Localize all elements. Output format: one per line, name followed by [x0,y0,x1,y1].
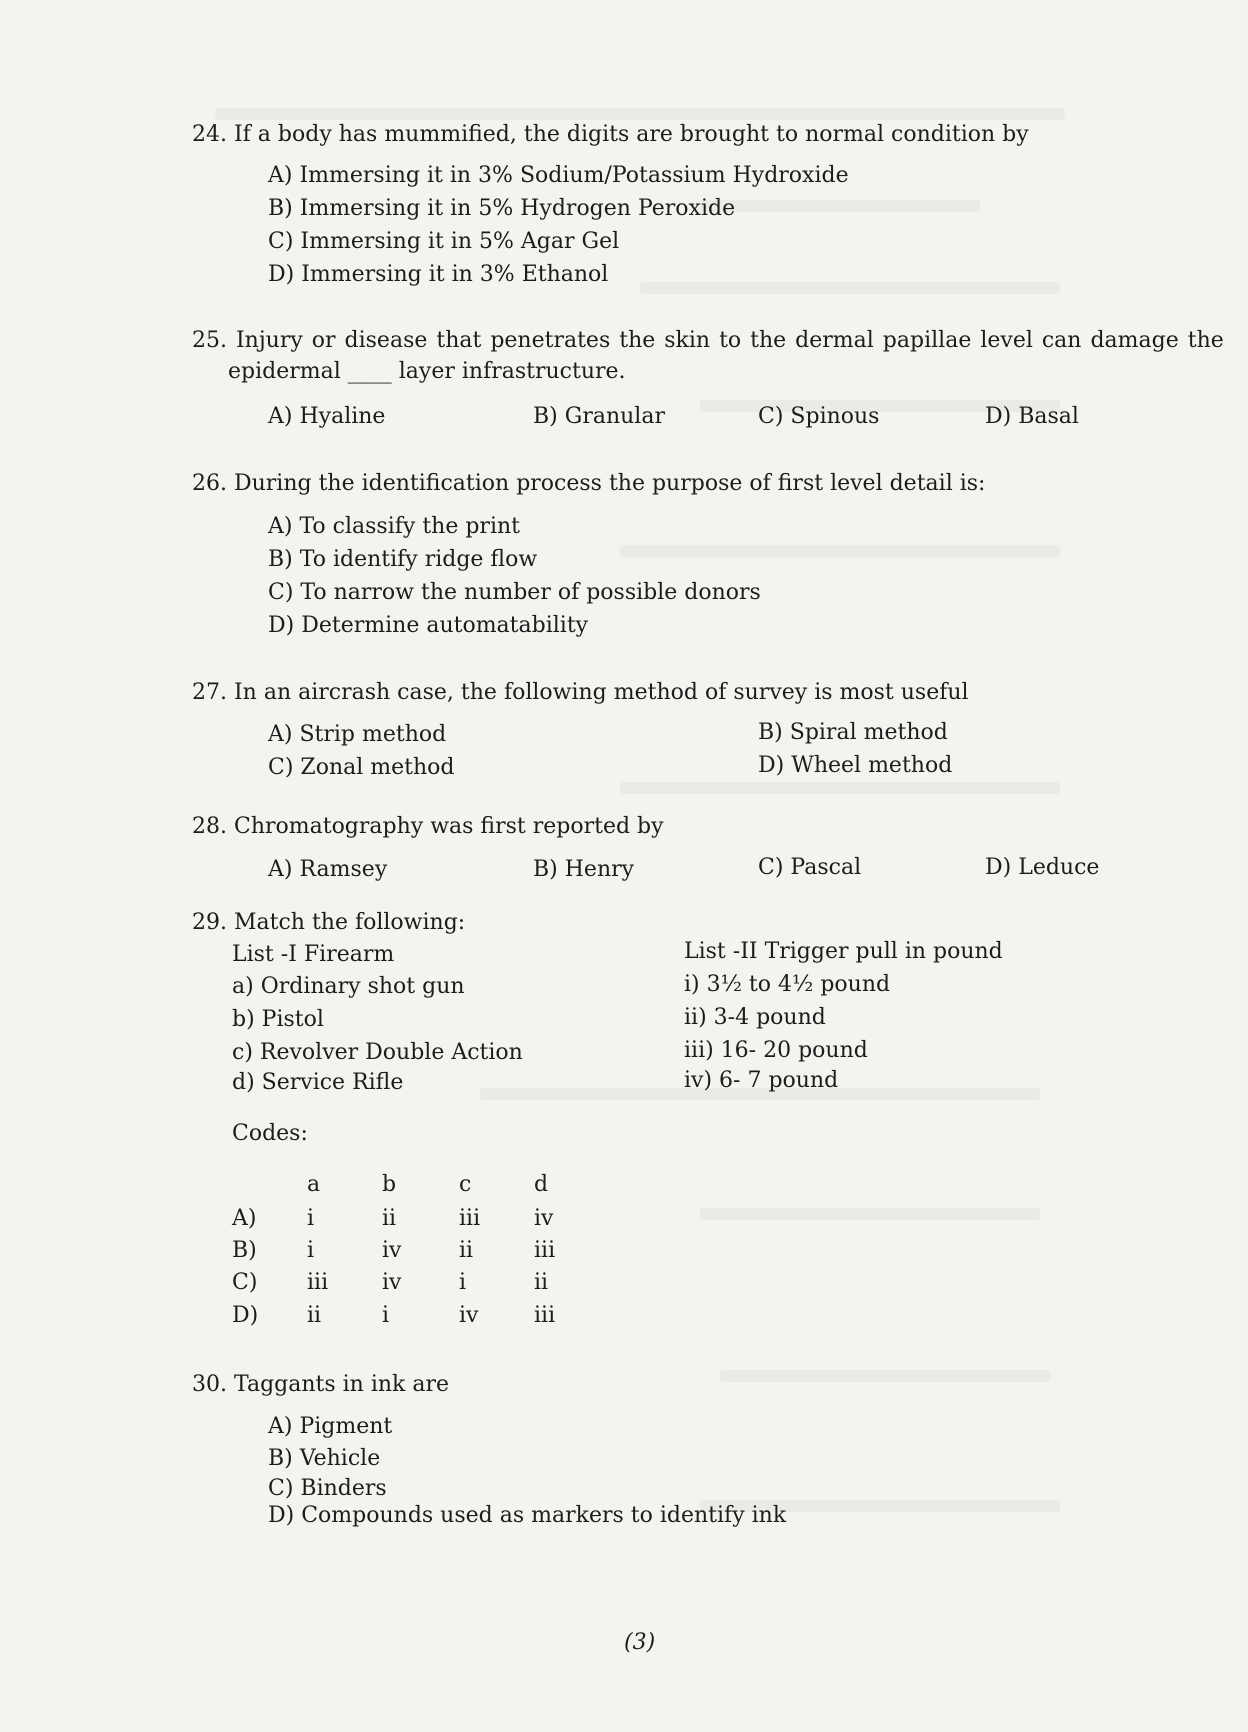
codes-cell: iv [382,1270,402,1295]
question-25-option-c: C) Spinous [758,404,880,429]
bleed-through-line [620,545,1060,557]
codes-cell: iii [459,1206,481,1231]
question-26-stem: 26. During the identification process the purpose of first level detail is: [192,471,986,496]
codes-cell: ii [382,1206,397,1231]
codes-cell: ii [307,1303,322,1328]
codes-label: Codes: [232,1121,308,1146]
list-2-item-iv: iv) 6- 7 pound [684,1068,839,1093]
question-25-stem-line1: 25. Injury or disease that penetrates the skin to the dermal papillae level can damage the [192,328,1224,353]
question-24-option-d: D) Immersing it in 3% Ethanol [268,262,609,287]
question-30-stem: 30. Taggants in ink are [192,1372,450,1397]
question-25-option-b: B) Granular [533,404,665,429]
question-26-option-d: D) Determine automatability [268,613,589,638]
codes-row-label: C) [232,1270,258,1295]
question-24-stem: 24. If a body has mummified, the digits are brought to normal condition by [192,122,1029,147]
codes-row-label: B) [232,1238,257,1263]
question-28-option-a: A) Ramsey [268,857,388,882]
codes-cell: i [307,1238,315,1263]
codes-header-d: d [534,1172,549,1197]
bleed-through-line [215,108,1065,120]
list-1-item-c: c) Revolver Double Action [232,1040,523,1065]
question-25-stem-line2: epidermal ____ layer infrastructure. [228,359,626,384]
codes-header-c: c [459,1172,472,1197]
question-30-option-a: A) Pigment [268,1414,393,1439]
question-26-option-b: B) To identify ridge flow [268,547,538,572]
question-30-option-b: B) Vehicle [268,1446,381,1471]
bleed-through-line [720,1370,1050,1382]
question-28-option-c: C) Pascal [758,855,862,880]
codes-cell: iv [459,1303,479,1328]
page-number: (3) [624,1630,656,1655]
bleed-through-line [640,282,1060,294]
list-2-item-ii: ii) 3-4 pound [684,1005,826,1030]
list-1-item-d: d) Service Rifle [232,1070,404,1095]
question-28-option-b: B) Henry [533,857,635,882]
list-1-title: List -I Firearm [232,942,395,967]
codes-header-b: b [382,1172,397,1197]
codes-cell: iv [382,1238,402,1263]
list-1-item-b: b) Pistol [232,1007,324,1032]
codes-cell: iii [307,1270,329,1295]
bleed-through-line [700,1208,1040,1220]
codes-cell: iii [534,1303,556,1328]
question-27-option-a: A) Strip method [268,722,447,747]
list-2-item-i: i) 3½ to 4½ pound [684,972,891,997]
codes-row-label: D) [232,1303,259,1328]
codes-cell: i [307,1206,315,1231]
question-30-option-c: C) Binders [268,1476,387,1501]
question-24-option-c: C) Immersing it in 5% Agar Gel [268,229,620,254]
question-28-stem: 28. Chromatography was first reported by [192,814,664,839]
bleed-through-line [620,782,1060,794]
codes-cell: ii [534,1270,549,1295]
question-26-option-c: C) To narrow the number of possible donors [268,580,761,605]
question-28-option-d: D) Leduce [985,855,1100,880]
codes-cell: iv [534,1206,554,1231]
codes-cell: iii [534,1238,556,1263]
codes-header-a: a [307,1172,321,1197]
list-2-item-iii: iii) 16- 20 pound [684,1038,868,1063]
question-27-option-c: C) Zonal method [268,755,455,780]
codes-cell: i [382,1303,390,1328]
question-24-option-b: B) Immersing it in 5% Hydrogen Peroxide [268,196,736,221]
question-25-option-d: D) Basal [985,404,1079,429]
codes-cell: i [459,1270,467,1295]
question-24-option-a: A) Immersing it in 3% Sodium/Potassium Hydroxide [268,163,849,188]
codes-row-label: A) [232,1206,257,1231]
question-25-option-a: A) Hyaline [268,404,386,429]
codes-cell: ii [459,1238,474,1263]
question-27-option-d: D) Wheel method [758,753,953,778]
question-27-option-b: B) Spiral method [758,720,948,745]
question-30-option-d: D) Compounds used as markers to identify ink [268,1503,787,1528]
question-26-option-a: A) To classify the print [268,514,520,539]
list-2-title: List -II Trigger pull in pound [684,939,1003,964]
list-1-item-a: a) Ordinary shot gun [232,974,465,999]
question-29-stem: 29. Match the following: [192,910,466,935]
question-27-stem: 27. In an aircrash case, the following method of survey is most useful [192,680,969,705]
bleed-through-line [700,200,980,212]
